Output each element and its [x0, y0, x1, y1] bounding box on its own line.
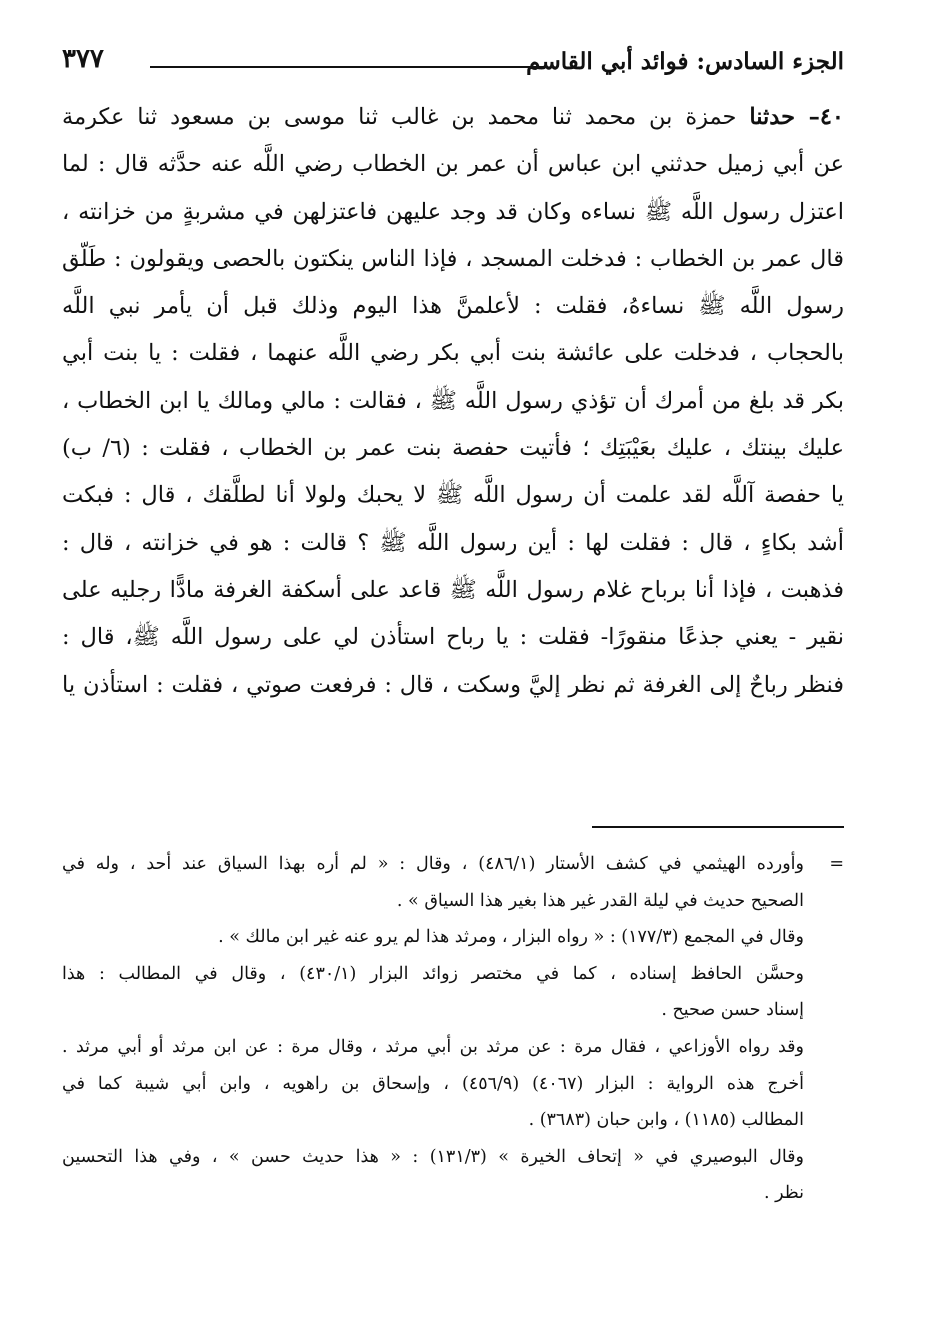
header-title: الجزء السادس: فوائد أبي القاسم [526, 48, 844, 75]
footnote-line: وقال في المجمع (١٧٧/٣) : « رواه البزار ، ومرثد هذا لم يرو عنه غير ابن مالك » . [218, 927, 804, 948]
footnote-line: وقد رواه الأوزاعي ، فقال مرة : عن مرثد بن أبي مرثد ، وقال مرة : عن ابن مرثد أو أبي مرثد . [62, 1036, 804, 1057]
body-line: قال عمر بن الخطاب : فدخلت المسجد ، فإذا الناس ينكتون بالحصى ويقولون : طَلّق [62, 245, 844, 272]
body-line: بالحجاب ، فدخلت على عائشة بنت أبي بكر رضي اللَّه عنهما ، فقلت : يا بنت أبي [62, 340, 844, 367]
lead-word: حدثنا [749, 104, 795, 130]
body-line: أشد بكاءٍ ، قال : فقلت لها : أين رسول اللَّه ﷺ ؟ قالت : هو في خزانته ، قال : [62, 529, 844, 556]
footnote-separator [592, 826, 844, 828]
continuation-mark: = [829, 854, 844, 874]
main-text [62, 94, 844, 709]
body-line: ٤٠– حدثنا حمزة بن محمد ثنا محمد بن غالب ثنا موسى بن مسعود ثنا عكرمة [62, 104, 844, 130]
footnote-line [62, 846, 844, 883]
body-line: عن أبي زميل حدثني ابن عباس أن عمر بن الخطاب رضي اللَّه عنه حدَّثه قال : لما [62, 151, 844, 178]
footnote-line: نظر . [763, 1183, 804, 1204]
body-line-text: حمزة بن محمد ثنا محمد بن غالب ثنا موسى بن مسعود ثنا عكرمة [62, 104, 737, 130]
body-line: عليك بينتك ، عليك بعَيْبَتِك ؛ فأتيت حفصة بنت عمر بن الخطاب ، فقلت : (٦/ ب) [62, 435, 844, 462]
footnote-line: أخرج هذه الرواية : البزار (٤٠٦٧) (٤٥٦/٩) ، وإسحاق بن راهويه ، وابن أبي شيبة كما في [62, 1073, 804, 1094]
footnote-line: إسناد حسن صحيح . [661, 1000, 804, 1021]
footnote-line-text: وأورده الهيثمي في كشف الأستار (٤٨٦/١) ، وقال : « لم أره بهذا السياق عند أحد ، وله في [62, 854, 804, 874]
body-line: بكر قد بلغ من أمرك أن تؤذي رسول اللَّه ﷺ ، فقالت : مالي ومالك يا ابن الخطاب ، [62, 387, 844, 414]
footnote-line: الصحيح حديث في ليلة القدر غير هذا بغير هذا السياق » . [396, 890, 804, 911]
footnotes [62, 846, 844, 1212]
body-line: فذهبت ، فإذا أنا برباح غلام رسول اللَّه ﷺ قاعد على أسكفة الغرفة مادًّا رجليه على [62, 576, 844, 603]
body-line: رسول اللَّه ﷺ نساءهُ، فقلت : لأعلمنَّ هذا اليوم وذلك قبل أن يأمر نبي اللَّه [62, 293, 844, 320]
footnote-line: وحسَّن الحافظ إسناده ، كما في مختصر زوائد البزار (٤٣٠/١) ، وقال في المطالب : هذا [62, 963, 804, 984]
body-line: اعتزل رسول اللَّه ﷺ نساءه وكان قد وجد عليهن فاعتزلهن في مشربةٍ من خزانته ، [62, 198, 844, 225]
footnote-line: المطالب (١١٨٥) ، وابن حبان (٣٦٨٣) . [528, 1110, 804, 1131]
body-line: يا حفصة آللَّه لقد علمت أن رسول اللَّه ﷺ لا يحبك ولولا أنا لطلَّقك ، قال : فبكت [62, 482, 844, 509]
running-header [62, 44, 844, 84]
body-line: نقير - يعني جذعًا منقورًا- فقلت : يا رباح استأذن لي على رسول اللَّه ﷺ، قال : [62, 624, 844, 651]
page-number: ٣٧٧ [62, 44, 104, 74]
hadith-number: ٤٠ [819, 104, 844, 130]
footnote-line: وقال البوصيري في « إتحاف الخيرة » (١٣١/٣) : « هذا حديث حسن » ، وفي هذا التحسين [62, 1146, 804, 1167]
body-line: فنظر رباحٌ إلى الغرفة ثم نظر إليَّ وسكت ، قال : فرفعت صوتي ، فقلت : استأذن يا [62, 671, 844, 698]
header-rule [150, 66, 548, 68]
